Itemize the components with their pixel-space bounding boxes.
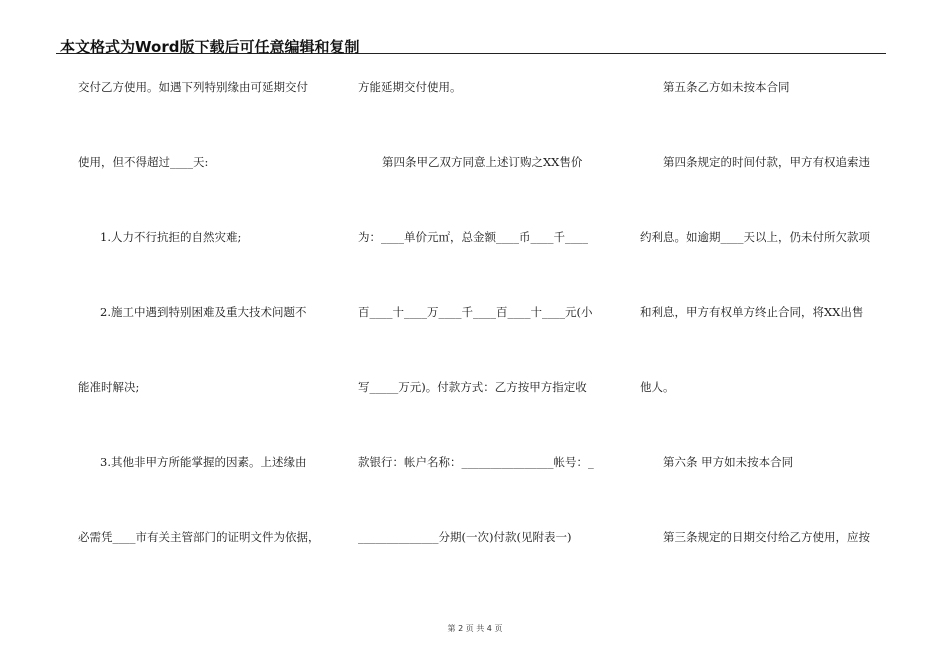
header-divider — [56, 53, 886, 54]
right-col-line-3: 约利息。如逾期____天以上，仍未付所欠款项 — [640, 230, 870, 244]
middle-col-line-2: 第四条甲乙双方同意上述订购之XX售价 — [382, 155, 583, 169]
right-col-line-4: 和利息，甲方有权单方终止合同，将XX出售 — [640, 305, 864, 319]
middle-col-line-3: 为：____单价元㎡，总金额____币____千____ — [358, 230, 588, 244]
right-col-line-5: 他人。 — [640, 380, 675, 394]
left-col-line-2: 使用，但不得超过____天: — [78, 155, 209, 169]
left-col-line-6: 3.其他非甲方所能掌握的因素。上述缘由 — [100, 455, 307, 469]
left-col-line-1: 交付乙方使用。如遇下列特别缘由可延期交付 — [78, 80, 308, 94]
middle-col-line-1: 方能延期交付使用。 — [358, 80, 462, 94]
left-col-line-7: 必需凭____市有关主管部门的证明文件为依据， — [78, 530, 320, 544]
right-col-line-7: 第三条规定的日期交付给乙方使用，应按 — [663, 530, 870, 544]
document-header-title: 本文格式为Word版下载后可任意编辑和复制 — [60, 38, 360, 56]
middle-col-line-5: 写_____万元)。付款方式：乙方按甲方指定收 — [358, 380, 587, 394]
middle-col-line-6: 款银行：帐户名称：________________帐号：_ — [358, 455, 594, 469]
middle-col-line-7: ______________分期(一次)付款(见附表一) — [358, 530, 572, 544]
right-col-line-6: 第六条 甲方如未按本合同 — [663, 455, 794, 469]
left-col-line-4: 2.施工中遇到特别困难及重大技术问题不 — [100, 305, 307, 319]
left-col-line-5: 能准时解决; — [78, 380, 140, 394]
left-col-line-3: 1.人力不行抗拒的自然灾难; — [100, 230, 242, 244]
right-col-line-1: 第五条乙方如未按本合同 — [663, 80, 790, 94]
middle-col-line-4: 百____十____万____千____百____十____元(小 — [358, 305, 593, 319]
right-col-line-2: 第四条规定的时间付款，甲方有权追索违 — [663, 155, 870, 169]
page-number-footer: 第 2 页 共 4 页 — [447, 624, 503, 633]
